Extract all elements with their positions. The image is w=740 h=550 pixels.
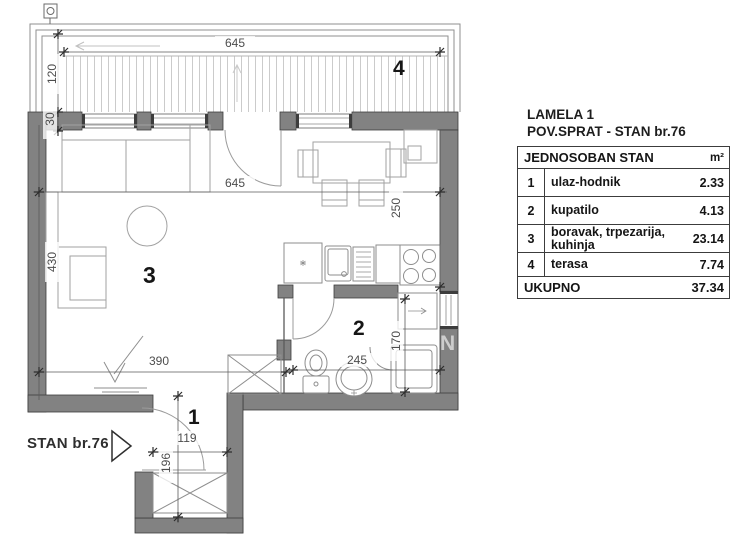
column-marker-icon — [44, 4, 57, 24]
room-label-hall: 1 — [188, 406, 200, 429]
watermark: N — [440, 332, 456, 355]
room-label-living: 3 — [143, 262, 156, 288]
row-number: 2 — [518, 197, 545, 224]
row-number: 3 — [518, 225, 545, 252]
kitchen-counter — [284, 243, 440, 285]
dim-wall-thickness: 30 — [43, 99, 57, 139]
dim-living-height: 430 — [45, 242, 59, 282]
wardrobe — [228, 355, 281, 394]
stove — [400, 245, 440, 285]
row-name: boravak, trpezarija, kuhinja — [551, 225, 665, 252]
title-block — [527, 106, 686, 140]
room-label-terrace: 4 — [393, 57, 405, 80]
dim-hall-height: 196 — [159, 443, 173, 483]
armchair — [58, 247, 106, 308]
table-header-name: JEDNOSOBAN STAN — [524, 150, 654, 165]
hob-symbol-icon — [300, 260, 306, 266]
row-name: ulaz-hodnik — [551, 175, 621, 190]
row-area: 4.13 — [699, 203, 724, 218]
sink — [325, 246, 351, 281]
dim-hall-width: 119 — [167, 431, 207, 445]
toilet — [303, 350, 329, 393]
row-area: 7.74 — [699, 257, 724, 272]
room-label-bathroom: 2 — [353, 317, 365, 340]
row-number: 1 — [518, 169, 545, 196]
round-table — [127, 206, 167, 246]
row-area: 2.33 — [699, 175, 724, 190]
title-floor: POV.SPRAT - STAN br.76 — [527, 124, 686, 139]
table-row — [518, 225, 729, 253]
total-label: UKUPNO — [524, 280, 581, 295]
bathroom-fixtures — [303, 293, 437, 396]
dim-living-width: 645 — [215, 176, 255, 190]
dim-bath-height: 170 — [389, 321, 403, 361]
apartment-label: STAN br.76 — [27, 435, 109, 452]
bathroom-door-swing — [293, 298, 334, 339]
area-table-header — [518, 147, 729, 169]
row-name: kupatilo — [551, 203, 599, 218]
drainer — [353, 247, 374, 281]
tall-cabinet — [404, 130, 437, 163]
table-row — [518, 253, 729, 277]
dim-terrace-depth: 120 — [45, 54, 59, 94]
table-total-row — [518, 277, 729, 298]
dim-terrace-width: 645 — [215, 36, 255, 50]
table-row — [518, 169, 729, 197]
table-header-unit: m² — [709, 151, 724, 164]
row-number: 4 — [518, 253, 545, 276]
washbasin — [336, 362, 372, 396]
dim-bath-width: 245 — [337, 353, 377, 367]
table-row — [518, 197, 729, 225]
row-area: 23.14 — [692, 231, 724, 246]
total-area: 37.34 — [691, 280, 724, 295]
title-lamela: LAMELA 1 — [527, 107, 594, 122]
row-name: terasa — [551, 257, 588, 272]
apartment-pointer-icon — [112, 431, 131, 461]
area-table — [517, 146, 730, 299]
sofa-bed — [62, 125, 210, 192]
dim-kitchen-height: 250 — [389, 188, 403, 228]
dim-bottom-width: 390 — [139, 354, 179, 368]
shower — [370, 345, 437, 393]
